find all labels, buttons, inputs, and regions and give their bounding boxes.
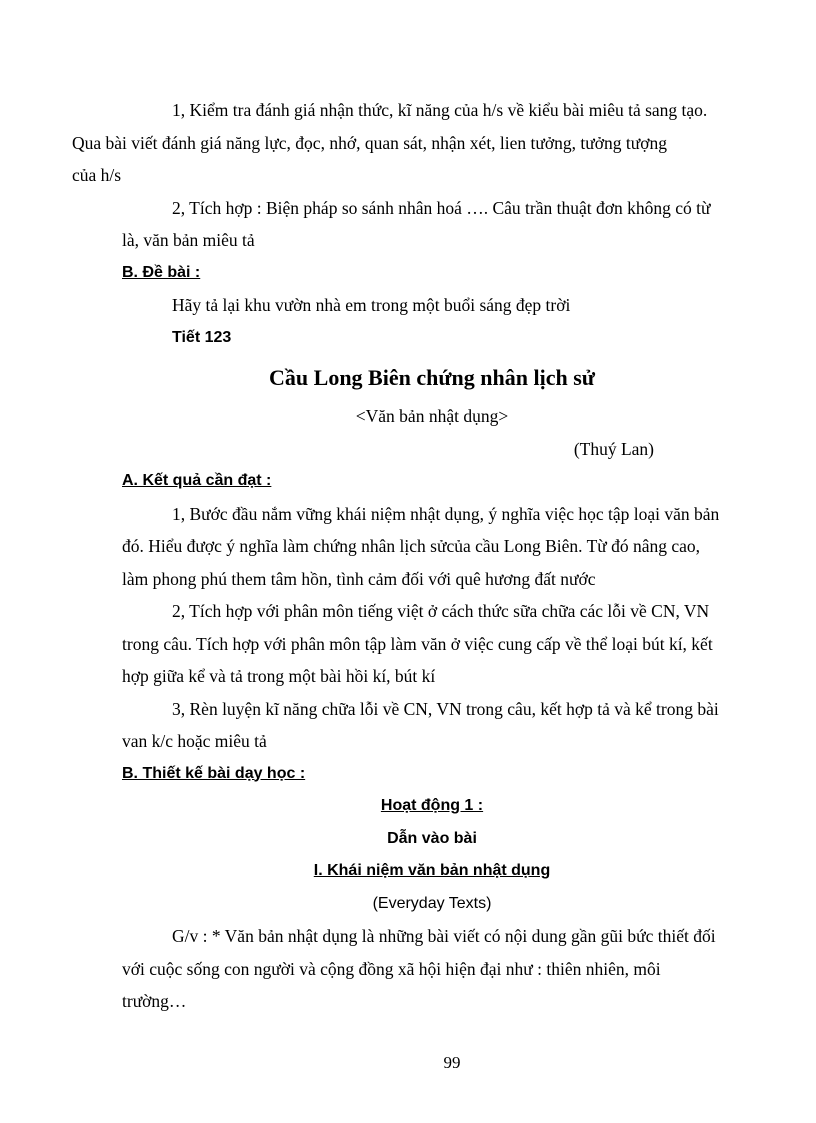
page-number: 99 — [443, 1053, 461, 1072]
result-3 — [122, 693, 782, 758]
lesson-design-heading: B. Thiết kế bài dạy học : — [122, 764, 306, 782]
teacher-note-line-1: G/v : * Văn bản nhật dụng là những bài viết có nội dung gần gũi bức thiết đối — [172, 926, 716, 946]
teacher-note — [122, 920, 782, 1018]
result-2-line-2: trong câu. Tích hợp với phân môn tập làm văn ở việc cung cấp về thể loại bút kí, kết — [122, 633, 713, 654]
lesson-genre: <Văn bản nhật dụng> — [355, 406, 509, 426]
result-1 — [122, 498, 782, 596]
lesson-period: Tiết 123 — [172, 328, 232, 346]
result-3-line-2: van k/c hoặc miêu tả — [122, 731, 267, 751]
activity-heading: Hoạt động 1 : — [380, 797, 484, 814]
concept-english: (Everyday Texts) — [372, 894, 492, 912]
result-2-line-3: hợp giữa kể và tả trong một bài hồi kí, bút kí — [122, 666, 436, 686]
lesson-author: (Thuý Lan) — [573, 438, 654, 459]
intro-heading: Dẫn vào bài — [387, 829, 477, 847]
objective-1-line-1: 1, Kiểm tra đánh giá nhận thức, kĩ năng của h/s về kiểu bài miêu tả sang tạo. — [172, 100, 708, 120]
lesson-title: Cầu Long Biên chứng nhân lịch sử — [269, 365, 595, 390]
result-3-line-1: 3, Rèn luyện kĩ năng chữa lỗi về CN, VN trong câu, kết hợp tả và kể trong bài — [172, 698, 719, 719]
document-body — [72, 94, 782, 1018]
result-1-line-2: đó. Hiểu được ý nghĩa làm chứng nhân lịch sửcủa cầu Long Biên. Từ đó nâng cao, — [122, 536, 701, 556]
objective-2-line-2: là, văn bản miêu tả — [122, 230, 255, 250]
result-1-line-1: 1, Bước đầu nắm vững khái niệm nhật dụng, ý nghĩa việc học tập loại văn bản — [172, 503, 720, 524]
result-1-line-3: làm phong phú them tâm hồn, tình cảm đối với quê hương đất nước — [122, 568, 596, 589]
section-a-heading: A. Kết quả cần đạt : — [122, 472, 272, 489]
objective-2 — [122, 192, 782, 257]
objective-1-line-2: Qua bài viết đánh giá năng lực, đọc, nhớ, quan sát, nhận xét, lien tưởng, tưởng tượng — [72, 132, 667, 153]
teacher-note-line-3: trường… — [122, 991, 187, 1011]
essay-prompt: Hãy tả lại khu vườn nhà em trong một buổi sáng đẹp trời — [172, 295, 571, 315]
objective-1-line-3: của h/s — [72, 165, 122, 185]
result-2-line-1: 2, Tích hợp với phân môn tiếng việt ở cách thức sữa chữa các lỗi về CN, VN — [172, 601, 710, 621]
result-2 — [122, 595, 782, 693]
objective-2-line-1: 2, Tích hợp : Biện pháp so sánh nhân hoá …. Câu trần thuật đơn không có từ — [172, 197, 711, 218]
section-b-heading: B. Đề bài : — [122, 263, 201, 281]
concept-heading: I. Khái niệm văn bản nhật dụng — [313, 862, 551, 879]
teacher-note-line-2: với cuộc sống con người và cộng đồng xã hội hiện đại như : thiên nhiên, môi — [122, 958, 661, 979]
objective-1 — [72, 94, 782, 192]
